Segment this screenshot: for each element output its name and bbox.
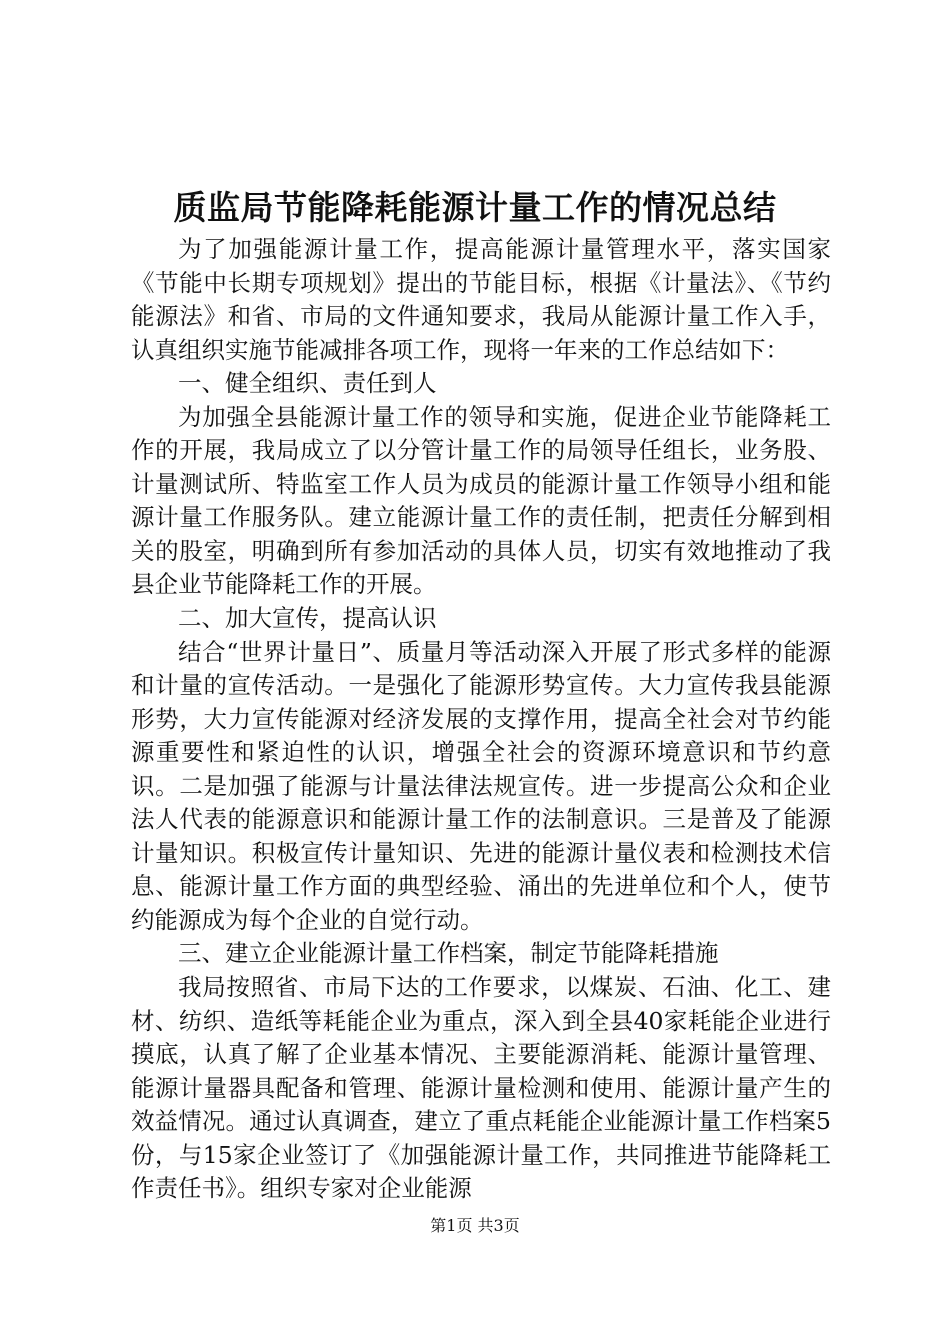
intro-paragraph: 为了加强能源计量工作，提高能源计量管理水平，落实国家《节能中长期专项规划》提出的节能目标，根据《计量法》、《节约能源法》和省、市局的文件通知要求，我局从能源计量工作入手，认真组织实施节能减排各项工作，现将一年来的工作总结如下：: [131, 235, 831, 364]
document-body: [131, 233, 831, 1206]
section-heading-2: 二、加大宣传，提高认识: [178, 604, 437, 633]
section-paragraph-2: 结合“世界计量日”、质量月等活动深入开展了形式多样的能源和计量的宣传活动。一是强化了能源形势宣传。大力宣传我县能源形势，大力宣传能源对经济发展的支撑作用，提高全社会对节约能源重要性和紧迫性的认识，增强全社会的资源环境意识和节约意识。二是加强了能源与计量法律法规宣传。进一步提高公众和企业法人代表的能源意识和能源计量工作的法制意识。三是普及了能源计量知识。积极宣传计量知识、先进的能源计量仪表和检测技术信息、能源计量工作方面的典型经验、涌出的先进单位和个人，使节约能源成为每个企业的自觉行动。: [131, 637, 831, 934]
page-number: 第1页 共3页: [430, 1216, 520, 1235]
section-paragraph-3: 我局按照省、市局下达的工作要求，以煤炭、石油、化工、建材、纺织、造纸等耗能企业为重点，深入到全县40家耗能企业进行摸底，认真了解了企业基本情况、主要能源消耗、能源计量管理、能源计量器具配备和管理、能源计量检测和使用、能源计量产生的效益情况。通过认真调查，建立了重点耗能企业能源计量工作档案5份，与15家企业签订了《加强能源计量工作，共同推进节能降耗工作责任书》。组织专家对企业能源: [131, 973, 831, 1203]
section-heading-3: 三、建立企业能源计量工作档案，制定节能降耗措施: [178, 939, 719, 968]
section-paragraph-1: 为加强全县能源计量工作的领导和实施，促进企业节能降耗工作的开展，我局成立了以分管计量工作的局领导任组长，业务股、计量测试所、特监室工作人员为成员的能源计量工作领导小组和能源计量工作服务队。建立能源计量工作的责任制，把责任分解到相关的股室，明确到所有参加活动的具体人员，切实有效地推动了我县企业节能降耗工作的开展。: [131, 402, 831, 599]
document-title: 质监局节能降耗能源计量工作的情况总结: [173, 188, 777, 227]
section-heading-1: 一、健全组织、责任到人: [178, 369, 437, 398]
